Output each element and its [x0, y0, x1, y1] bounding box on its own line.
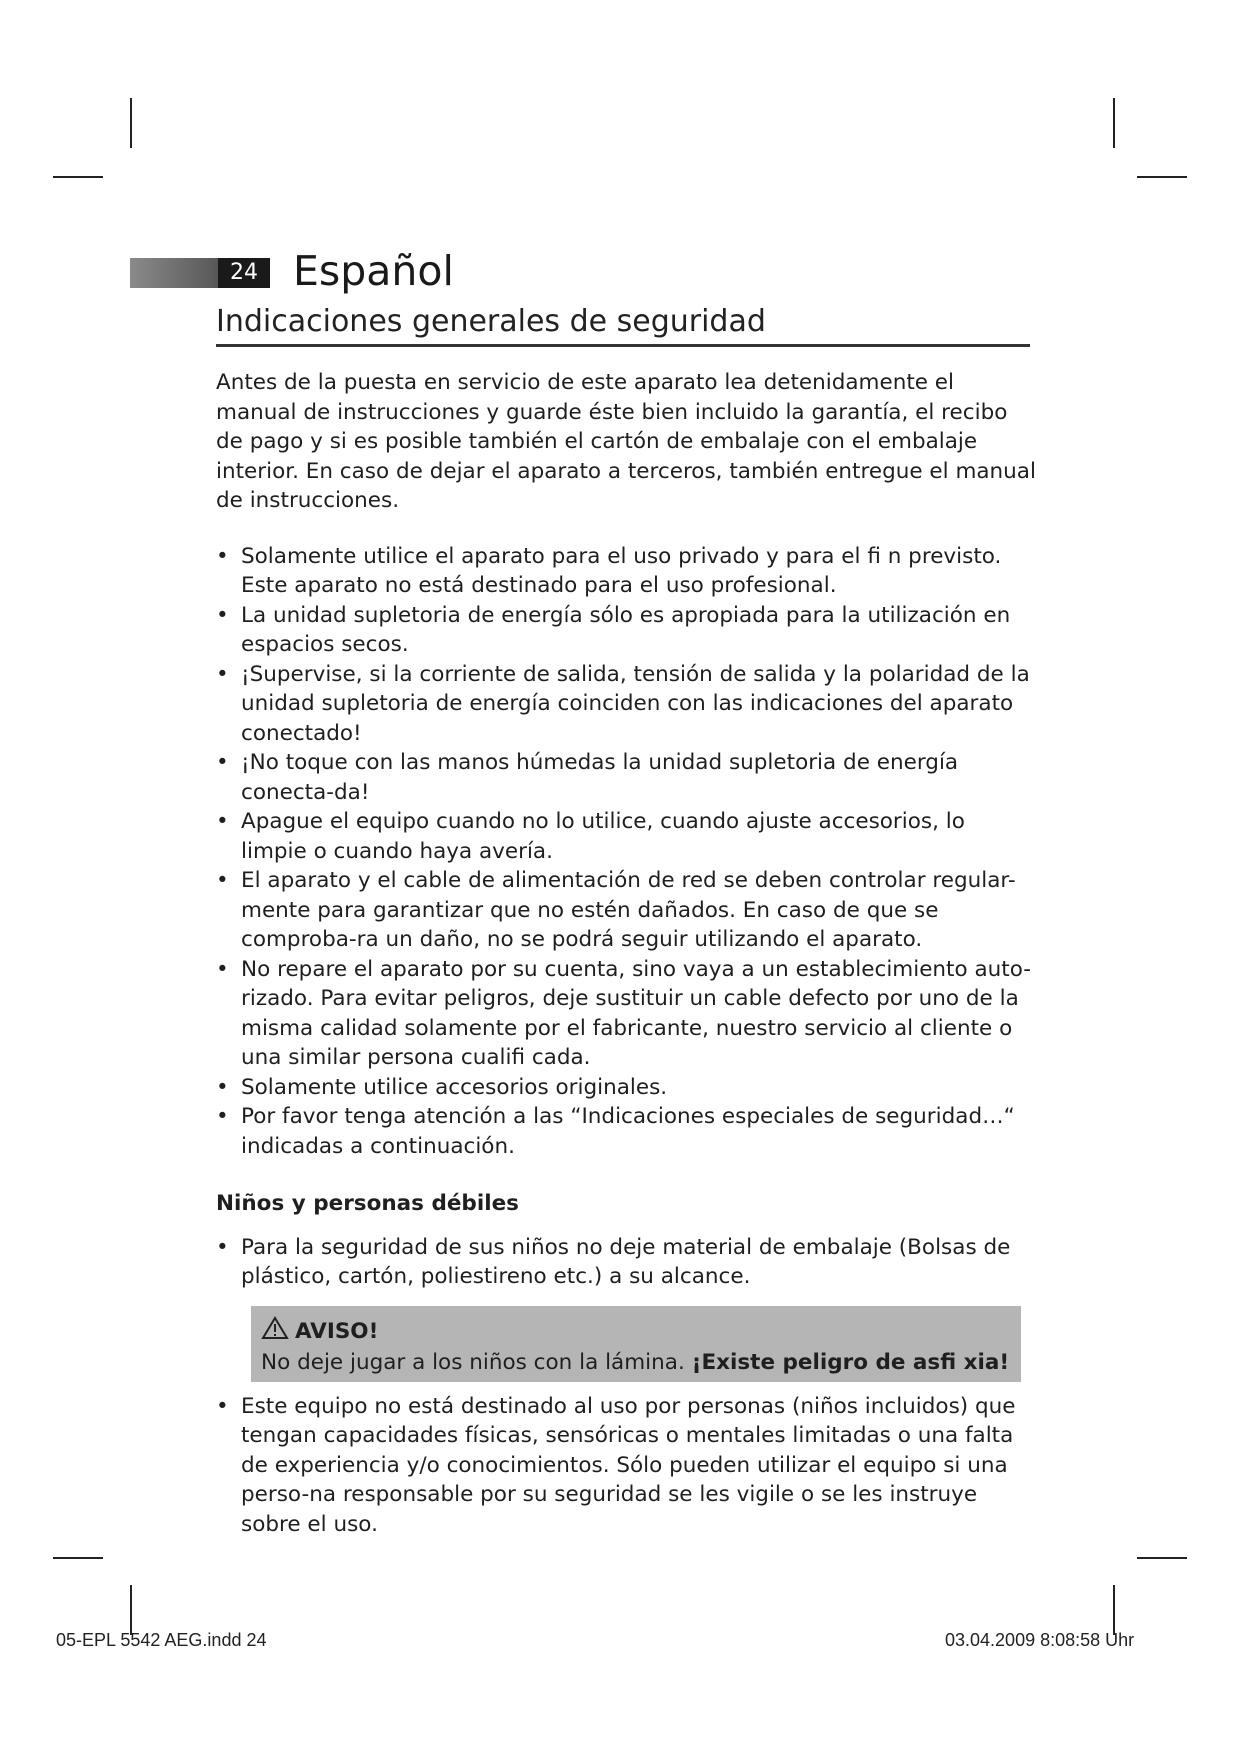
crop-mark — [53, 1557, 103, 1559]
crop-mark — [1113, 1585, 1115, 1635]
list-item: • Por favor tenga atención a las “Indicaciones especiales de seguridad…“ indicadas a continuación. — [216, 1104, 1015, 1159]
crop-mark — [1137, 176, 1187, 178]
warning-emphasis: ¡Existe peligro de asfi xia! — [691, 1350, 1010, 1375]
safety-list — [216, 542, 1036, 1162]
footer-file: 05-EPL 5542 AEG.indd 24 — [56, 1630, 267, 1650]
list-item: • ¡No toque con las manos húmedas la unidad supletoria de energía conecta-da! — [216, 750, 959, 805]
list-item: • Solamente utilice accesorios originales. — [216, 1074, 668, 1100]
intro-paragraph: Antes de la puesta en servicio de este aparato lea detenidamente el manual de instrucciones y guarde éste bien incluido la garantía, el recibo de pago y si es posible también el cartón de embalaje con el embalaje interior. En caso de dejar el aparato a terceros, también entregue el manual de instrucciones. — [216, 370, 1036, 513]
list-item: • No repare el aparato por su cuenta, sino vaya a un establecimiento auto-rizado. Para evitar peligros, deje sustituir un cable defecto por uno de la misma calidad solamente por el fabricante, nuestro servicio al cliente o una similar persona cualifi cada. — [216, 956, 1032, 1070]
crop-mark — [1113, 98, 1115, 148]
list-item: • Apague el equipo cuando no lo utilice, cuando ajuste accesorios, lo limpie o cuando haya avería. — [216, 809, 965, 864]
page-header — [130, 247, 1030, 300]
crop-mark — [130, 1585, 132, 1635]
list-item: • Este equipo no está destinado al uso por personas (niños incluidos) que tengan capacidades físicas, sensóricas o mentales limitadas o una falta de experiencia y/o conocimientos. Sólo pueden utilizar el equipo si una perso-na responsable por su seguridad se les vigile o se les instruye sobre el uso. — [216, 1393, 1016, 1537]
crop-mark — [130, 98, 132, 148]
footer-timestamp: 03.04.2009 8:08:58 Uhr — [945, 1630, 1135, 1650]
warning-text: No deje jugar a los niños con la lámina. — [261, 1350, 685, 1375]
warning-box — [251, 1306, 1021, 1382]
children-list — [216, 1233, 1036, 1292]
list-item: • El aparato y el cable de alimentación de red se deben controlar regular-mente para garantizar que no estén dañados. En caso de que se comproba-ra un daño, no se podrá seguir utilizando el aparato. — [216, 868, 1016, 952]
page-content — [216, 368, 1036, 1539]
crop-mark — [1137, 1557, 1187, 1559]
section-title: Indicaciones generales de seguridad — [216, 300, 1030, 347]
children-list-2 — [216, 1392, 1036, 1540]
list-item: • Solamente utilice el aparato para el uso privado y para el fi n previsto. Este aparato no está destinado para el uso profesional. — [216, 543, 1002, 598]
warning-triangle-icon — [261, 1316, 289, 1349]
page-number: 24 — [218, 258, 270, 288]
crop-mark — [53, 176, 103, 178]
list-item: • Para la seguridad de sus niños no deje material de embalaje (Bolsas de plástico, cartón, poliestireno etc.) a su alcance. — [216, 1234, 1011, 1289]
list-item: • La unidad supletoria de energía sólo es apropiada para la utilización en espacios secos. — [216, 602, 1011, 657]
subsection-heading: Niños y personas débiles — [216, 1191, 519, 1216]
language-title: Español — [293, 247, 454, 295]
warning-title: AVISO! — [295, 1319, 379, 1344]
list-item: • ¡Supervise, si la corriente de salida, tensión de salida y la polaridad de la unidad supletoria de energía coinciden con las indicaciones del aparato conectado! — [216, 661, 1030, 746]
